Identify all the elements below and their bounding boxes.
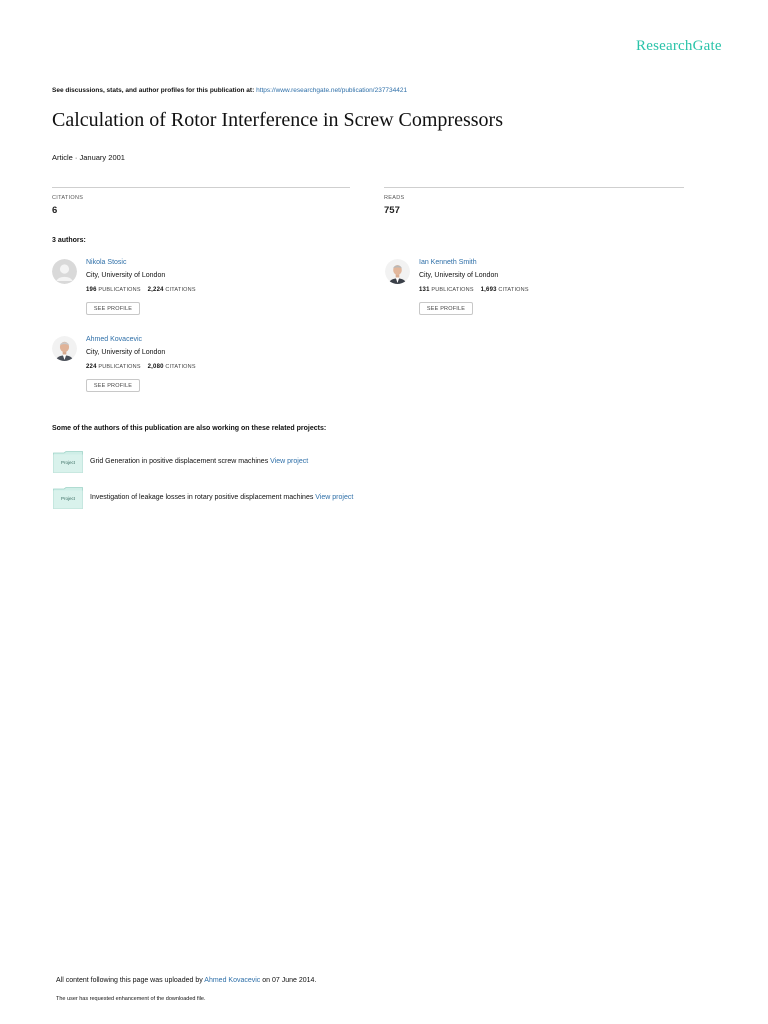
reads-label: READS xyxy=(384,195,405,201)
citations-count: 1,693 xyxy=(480,287,497,293)
author-card xyxy=(52,259,352,329)
project-item xyxy=(53,451,653,477)
researchgate-logo[interactable]: ResearchGate xyxy=(636,38,722,54)
authors-heading: 3 authors: xyxy=(52,237,86,244)
view-project-link[interactable]: View project xyxy=(270,458,309,465)
related-projects-heading: Some of the authors of this publication are also working on these related projects: xyxy=(52,425,327,432)
avatar-placeholder-icon[interactable] xyxy=(52,259,77,284)
author-card xyxy=(385,259,685,329)
author-card xyxy=(52,336,352,406)
author-institution: City, University of London xyxy=(86,349,166,356)
project-folder-icon xyxy=(53,451,83,473)
author-institution: City, University of London xyxy=(86,272,166,279)
see-profile-button[interactable]: SEE PROFILE xyxy=(86,379,140,392)
avatar-photo-icon[interactable] xyxy=(385,259,410,284)
uploaded-prefix: All content following this page was uploaded by xyxy=(56,977,203,984)
project-icon-label: Project xyxy=(61,460,76,465)
see-profile-button[interactable]: SEE PROFILE xyxy=(86,302,140,315)
author-stats xyxy=(419,287,529,293)
project-icon-label: Project xyxy=(61,496,76,501)
project-text xyxy=(90,494,353,501)
see-discussions-line xyxy=(52,87,407,94)
uploader-link[interactable]: Ahmed Kovacevic xyxy=(204,977,261,984)
author-name-link[interactable]: Ian Kenneth Smith xyxy=(419,259,477,266)
enhancement-note: The user has requested enhancement of the downloaded file. xyxy=(56,996,206,1002)
project-text xyxy=(90,458,308,465)
author-institution: City, University of London xyxy=(419,272,499,279)
publications-count: 196 xyxy=(86,287,97,293)
citations-count: 2,224 xyxy=(147,287,164,293)
citations-count-label: CITATIONS xyxy=(498,287,529,293)
citations-value: 6 xyxy=(52,205,58,216)
uploaded-by-line xyxy=(56,977,316,984)
see-discussions-text: See discussions, stats, and author profiles for this publication at: xyxy=(52,87,255,94)
publication-url-link[interactable]: https://www.researchgate.net/publication/237734421 xyxy=(256,87,408,94)
publications-label: PUBLICATIONS xyxy=(431,287,474,293)
see-profile-button[interactable]: SEE PROFILE xyxy=(419,302,473,315)
author-stats xyxy=(86,287,196,293)
project-item xyxy=(53,487,653,513)
project-title: Grid Generation in positive displacement screw machines xyxy=(90,458,269,465)
uploaded-date: on 07 June 2014. xyxy=(262,977,317,984)
citations-label: CITATIONS xyxy=(52,195,84,201)
publications-count: 224 xyxy=(86,364,97,370)
citations-count-label: CITATIONS xyxy=(165,364,196,370)
citations-divider xyxy=(52,187,350,188)
author-stats xyxy=(86,364,196,370)
publications-label: PUBLICATIONS xyxy=(98,287,141,293)
publication-meta: Article · January 2001 xyxy=(52,153,125,162)
view-project-link[interactable]: View project xyxy=(315,494,354,501)
citations-count: 2,080 xyxy=(147,364,164,370)
project-title: Investigation of leakage losses in rotary positive displacement machines xyxy=(90,494,314,501)
publications-label: PUBLICATIONS xyxy=(98,364,141,370)
publication-title: Calculation of Rotor Interference in Screw Compressors xyxy=(52,109,503,131)
avatar-photo-icon[interactable] xyxy=(52,336,77,361)
reads-value: 757 xyxy=(384,205,400,216)
author-name-link[interactable]: Nikola Stosic xyxy=(86,259,127,266)
project-folder-icon xyxy=(53,487,83,509)
reads-divider xyxy=(384,187,684,188)
publications-count: 131 xyxy=(419,287,430,293)
citations-count-label: CITATIONS xyxy=(165,287,196,293)
author-name-link[interactable]: Ahmed Kovacevic xyxy=(86,336,143,343)
